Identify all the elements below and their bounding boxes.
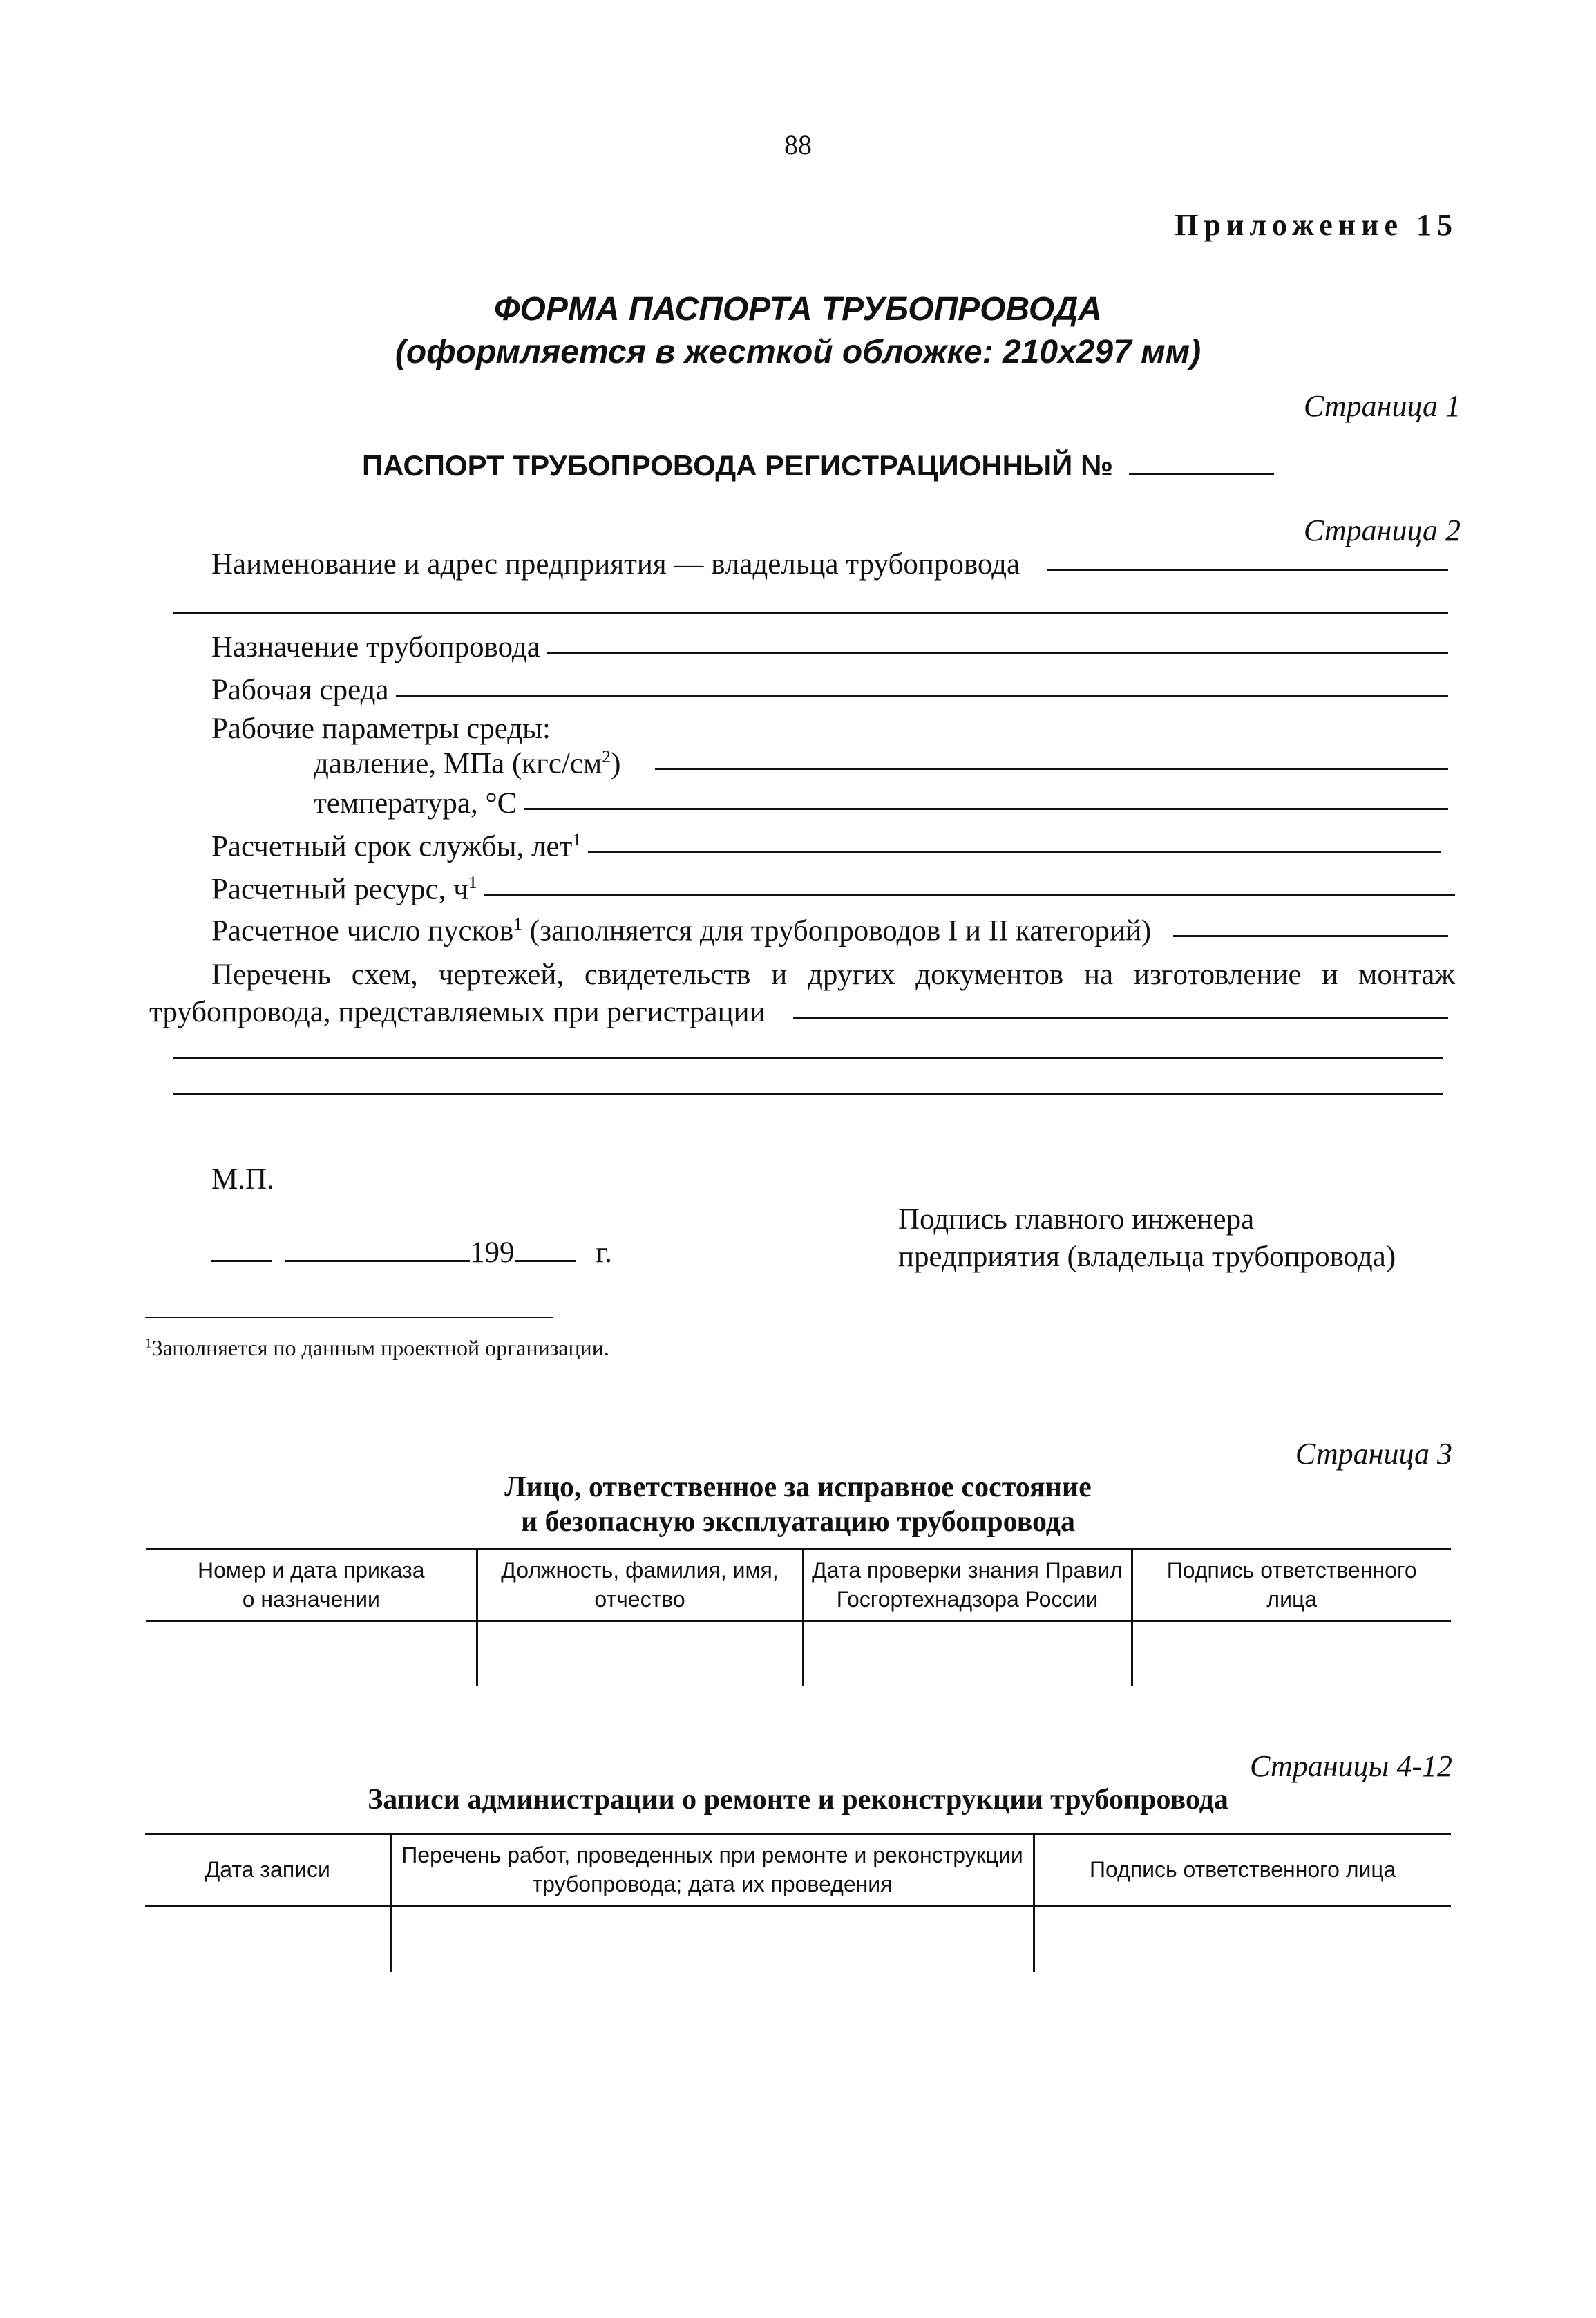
purpose-label: Назначение трубопровода bbox=[211, 631, 540, 663]
col-record-date-l1: Дата записи bbox=[205, 1856, 330, 1882]
params-heading: Рабочие параметры среды: bbox=[211, 713, 551, 745]
col-work-list-l1: Перечень работ, проведенных при ремонте и реконструкции bbox=[401, 1842, 1023, 1867]
resource-label-text: Расчетный ресурс, ч bbox=[211, 873, 468, 906]
documents-row bbox=[149, 995, 1448, 1029]
page3-label: Страница 3 bbox=[1295, 1437, 1452, 1471]
table-cell[interactable] bbox=[803, 1621, 1132, 1686]
starts-label-b: (заполняется для трубопроводов I и II категорий) bbox=[522, 914, 1152, 948]
page3-title-line1: Лицо, ответственное за исправное состояние bbox=[504, 1471, 1092, 1503]
service-life-field[interactable] bbox=[588, 851, 1441, 853]
service-life-label-text: Расчетный срок службы, лет bbox=[211, 830, 573, 863]
documents-line1: Перечень схем, чертежей, свидетельств и других документов на изготовление и монтаж bbox=[211, 959, 1455, 991]
purpose-row bbox=[211, 630, 1448, 664]
pressure-field[interactable] bbox=[655, 768, 1448, 770]
col-order bbox=[146, 1549, 477, 1621]
pages4-12-label: Страницы 4-12 bbox=[1249, 1749, 1452, 1783]
col-check-l1: Дата проверки знания Правил bbox=[812, 1557, 1123, 1583]
documents-field[interactable] bbox=[793, 1017, 1448, 1019]
temperature-field[interactable] bbox=[524, 808, 1448, 810]
registration-title-text: ПАСПОРТ ТРУБОПРОВОДА РЕГИСТРАЦИОННЫЙ № bbox=[362, 449, 1113, 482]
starts-footnote-mark: 1 bbox=[513, 914, 523, 934]
owner-field-line2[interactable] bbox=[173, 612, 1448, 614]
col-position-l2: отчество bbox=[594, 1586, 685, 1612]
appendix-label: Приложение 15 bbox=[1175, 208, 1458, 242]
col-check-l2: Госгортехнадзора России bbox=[836, 1586, 1099, 1612]
registration-title bbox=[362, 449, 1274, 482]
documents-field-line3[interactable] bbox=[173, 1093, 1443, 1095]
service-life-footnote-mark: 1 bbox=[572, 829, 582, 849]
starts-row bbox=[211, 914, 1448, 948]
owner-label: Наименование и адрес предприятия — владельца трубопровода bbox=[211, 548, 1020, 581]
medium-field[interactable] bbox=[396, 695, 1448, 697]
col-record-date bbox=[145, 1834, 391, 1906]
starts-label-a: Расчетное число пусков bbox=[211, 914, 514, 948]
registration-number-field[interactable] bbox=[1129, 473, 1274, 475]
col-work-list bbox=[391, 1834, 1034, 1906]
col-position-name bbox=[477, 1549, 803, 1621]
resource-label bbox=[211, 872, 477, 906]
table-cell[interactable] bbox=[146, 1621, 477, 1686]
resource-field[interactable] bbox=[484, 894, 1455, 896]
col-work-list-l2: трубопровода; дата их проведения bbox=[532, 1871, 893, 1896]
medium-row bbox=[211, 673, 1448, 707]
purpose-field[interactable] bbox=[547, 652, 1448, 654]
page2-label: Страница 2 bbox=[1303, 513, 1461, 547]
table-cell[interactable] bbox=[391, 1906, 1034, 1972]
medium-label: Рабочая среда bbox=[211, 674, 389, 706]
pressure-label-text: давление, МПа (кгс/см bbox=[314, 747, 602, 780]
documents-field-line2[interactable] bbox=[173, 1057, 1443, 1059]
col-order-l2: о назначении bbox=[242, 1586, 380, 1612]
pressure-unit-exponent: 2 bbox=[602, 746, 611, 766]
date-row bbox=[211, 1236, 612, 1270]
starts-field[interactable] bbox=[1173, 935, 1448, 937]
table-row bbox=[146, 1621, 1451, 1686]
footnote-mark: 1 bbox=[145, 1336, 152, 1351]
form-subtitle: (оформляется в жесткой обложке: 210х297 мм) bbox=[395, 334, 1201, 370]
stamp-label: М.П. bbox=[211, 1163, 274, 1196]
page3-title-line2: и безопасную эксплуатацию трубопровода bbox=[520, 1506, 1076, 1538]
col-knowledge-check bbox=[803, 1549, 1132, 1621]
date-year-prefix: 199 bbox=[470, 1236, 515, 1269]
table-cell[interactable] bbox=[1034, 1906, 1451, 1972]
col-position-l1: Должность, фамилия, имя, bbox=[501, 1557, 779, 1583]
repair-records-table bbox=[145, 1833, 1451, 1972]
footnote-separator bbox=[145, 1317, 553, 1318]
pressure-label-tail: ) bbox=[611, 747, 621, 780]
owner-row bbox=[211, 547, 1448, 581]
date-suffix: г. bbox=[596, 1236, 613, 1269]
date-year-field[interactable] bbox=[515, 1260, 576, 1262]
signature-caption-line1: Подпись главного инженера bbox=[898, 1203, 1255, 1236]
resource-footnote-mark: 1 bbox=[468, 872, 477, 892]
temperature-row bbox=[314, 786, 1448, 820]
col-order-l1: Номер и дата приказа bbox=[197, 1557, 425, 1583]
date-month-field[interactable] bbox=[285, 1260, 470, 1262]
col-responsible-signature-l1: Подпись ответственного лица bbox=[1089, 1856, 1396, 1882]
footnote bbox=[145, 1335, 609, 1361]
documents-label: трубопровода, представляемых при регистрации bbox=[149, 996, 766, 1028]
responsible-person-table bbox=[146, 1548, 1451, 1686]
page1-label: Страница 1 bbox=[1303, 389, 1461, 423]
col-responsible-signature bbox=[1034, 1834, 1451, 1906]
page-number: 88 bbox=[784, 129, 812, 160]
owner-field[interactable] bbox=[1047, 569, 1448, 571]
resource-row bbox=[211, 872, 1455, 906]
table-cell[interactable] bbox=[145, 1906, 391, 1972]
starts-label bbox=[211, 914, 1151, 948]
date-day-field[interactable] bbox=[211, 1260, 272, 1262]
signature-caption-line2: предприятия (владельца трубопровода) bbox=[898, 1241, 1396, 1273]
service-life-label bbox=[211, 829, 581, 863]
footnote-text: Заполняется по данным проектной организации. bbox=[151, 1335, 609, 1360]
service-life-row bbox=[211, 829, 1441, 863]
pressure-label bbox=[314, 746, 620, 780]
table-row bbox=[145, 1906, 1451, 1972]
pages4-12-title: Записи администрации о ремонте и реконструкции трубопровода bbox=[368, 1784, 1228, 1816]
col-signature-l1: Подпись ответственного лица bbox=[1166, 1557, 1417, 1612]
table-cell[interactable] bbox=[1132, 1621, 1451, 1686]
temperature-label: температура, °С bbox=[314, 787, 517, 820]
table-cell[interactable] bbox=[477, 1621, 803, 1686]
col-signature bbox=[1132, 1549, 1451, 1621]
pressure-row bbox=[314, 746, 1448, 780]
form-title: ФОРМА ПАСПОРТА ТРУБОПРОВОДА bbox=[494, 291, 1102, 328]
